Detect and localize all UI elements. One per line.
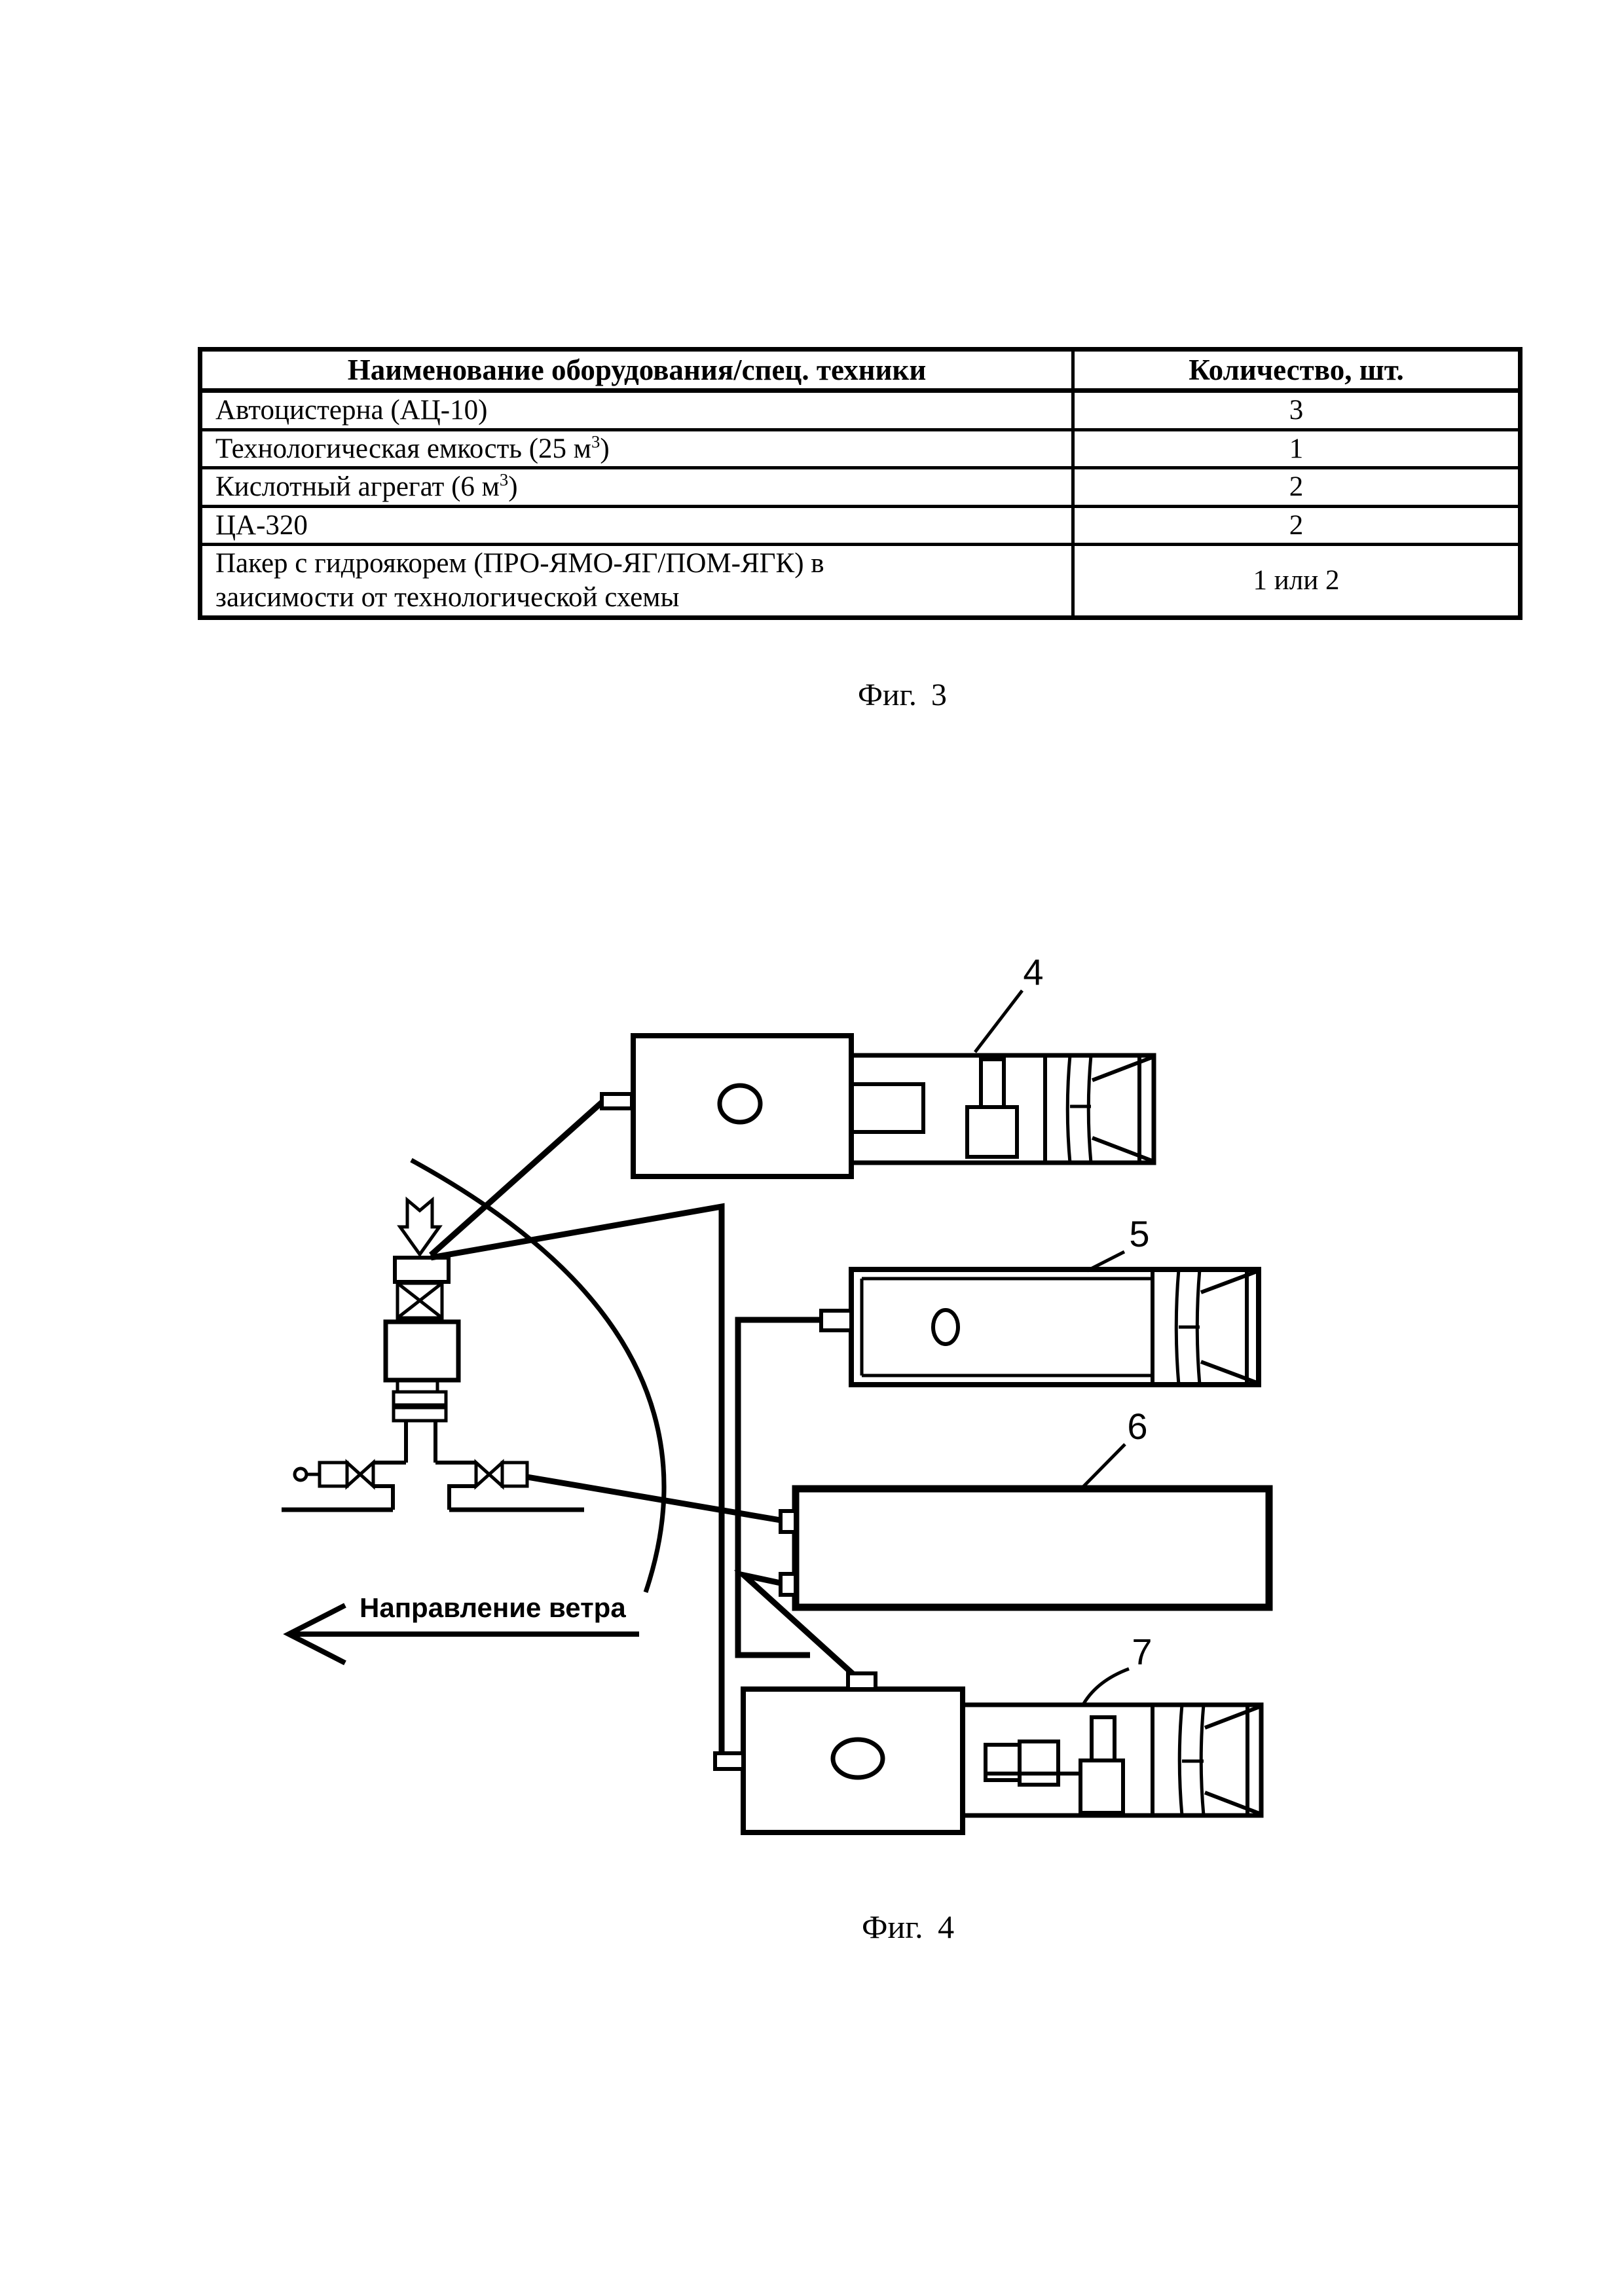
truck4-pump-stack (981, 1059, 1004, 1107)
truck5-manhole-icon (933, 1310, 958, 1344)
truck4-tank-module (633, 1036, 851, 1176)
truck7-left-inlet-stub (715, 1753, 743, 1769)
wellhead-column (406, 1421, 435, 1463)
wing-valve-bowties (347, 1463, 502, 1486)
wellhead-top-flange (395, 1258, 449, 1282)
gauge-icon (295, 1468, 306, 1480)
tank6-upper-nozzle (781, 1511, 796, 1532)
reference-labels (975, 951, 1153, 1704)
truck7-tank-module (743, 1689, 963, 1832)
label-6: 6 (1127, 1406, 1148, 1447)
truck5-inlet-stub (821, 1311, 851, 1330)
equipment-name-cell: Технологическая емкость (25 $м^3$) (200, 429, 1073, 468)
piping (431, 1101, 855, 1753)
equipment-name-cell: Автоцистерна (АЦ-10) (200, 391, 1073, 430)
wind-direction (289, 1592, 639, 1663)
truck7-windshield (1179, 1705, 1204, 1815)
equipment-quantity-cell: 1 (1073, 429, 1521, 468)
wellhead-flange-bar-1 (394, 1392, 446, 1405)
label-5: 5 (1129, 1213, 1150, 1254)
column-header-name: Наименование оборудования/спец. техники (200, 350, 1073, 391)
tank6-body (796, 1489, 1269, 1607)
truck4-hood-lines (1092, 1057, 1154, 1161)
hose-valve-to-tank6 (527, 1477, 781, 1520)
truck-7 (743, 1689, 1261, 1832)
truck4-module-notch (851, 1084, 923, 1132)
equipment-quantity-cell: 1 или 2 (1073, 545, 1521, 617)
figure-4-caption: Фиг. 4 (862, 1908, 955, 1945)
truck-5 (851, 1269, 1259, 1385)
label-7: 7 (1132, 1631, 1153, 1672)
label-6-leader (1083, 1444, 1125, 1487)
figure-3-caption: Фиг. 3 (858, 678, 947, 712)
right-valve-box (502, 1463, 527, 1486)
tank-6 (796, 1489, 1269, 1607)
equipment-quantity-cell: 3 (1073, 391, 1521, 430)
label-7-leader (1084, 1669, 1129, 1704)
truck7-top-inlet-stub (848, 1673, 876, 1689)
truck4-windshield (1067, 1055, 1091, 1163)
wellhead-cross-arms (373, 1463, 476, 1510)
wellhead-crossed-valve-x (397, 1283, 442, 1318)
truck5-windshield (1176, 1269, 1200, 1385)
left-valve-box (320, 1463, 347, 1486)
equipment-name-cell: Кислотный агрегат (6 $м^3$) (200, 468, 1073, 507)
truck7-stack-base (1080, 1760, 1123, 1813)
truck4-pump-base (967, 1107, 1017, 1157)
truck7-hood-lines (1205, 1706, 1261, 1814)
wellhead-body (386, 1322, 458, 1380)
hose-tank6-to-truck7 (744, 1575, 855, 1676)
column-header-quantity: Количество, шт. (1073, 350, 1521, 391)
equipment-quantity-cell: 2 (1073, 468, 1521, 507)
truck7-pump-block-2 (1020, 1741, 1058, 1785)
equipment-quantity-cell: 2 (1073, 506, 1521, 545)
label-4: 4 (1023, 951, 1044, 993)
truck4-inlet-stub (602, 1094, 632, 1108)
truck5-hood-lines (1201, 1271, 1259, 1383)
truck-4 (633, 1036, 1154, 1176)
equipment-name-cell: Пакер с гидроякорем (ПРО-ЯМО-ЯГ/ПОМ-ЯГК) в заисимости от технологической схемы (200, 545, 1073, 617)
truck5-tank-inner-wall (862, 1279, 1151, 1376)
wind-direction-label: Направление ветра (360, 1592, 626, 1623)
wellhead-flange-bar-2 (394, 1408, 446, 1421)
tank6-lower-nozzle (781, 1574, 796, 1595)
label-4-leader (975, 991, 1022, 1052)
injection-direction-arrow-icon (400, 1200, 439, 1254)
equipment-name-cell: ЦА-320 (200, 506, 1073, 545)
truck7-stack (1092, 1717, 1115, 1760)
truck4-cab-divider (1045, 1055, 1139, 1163)
